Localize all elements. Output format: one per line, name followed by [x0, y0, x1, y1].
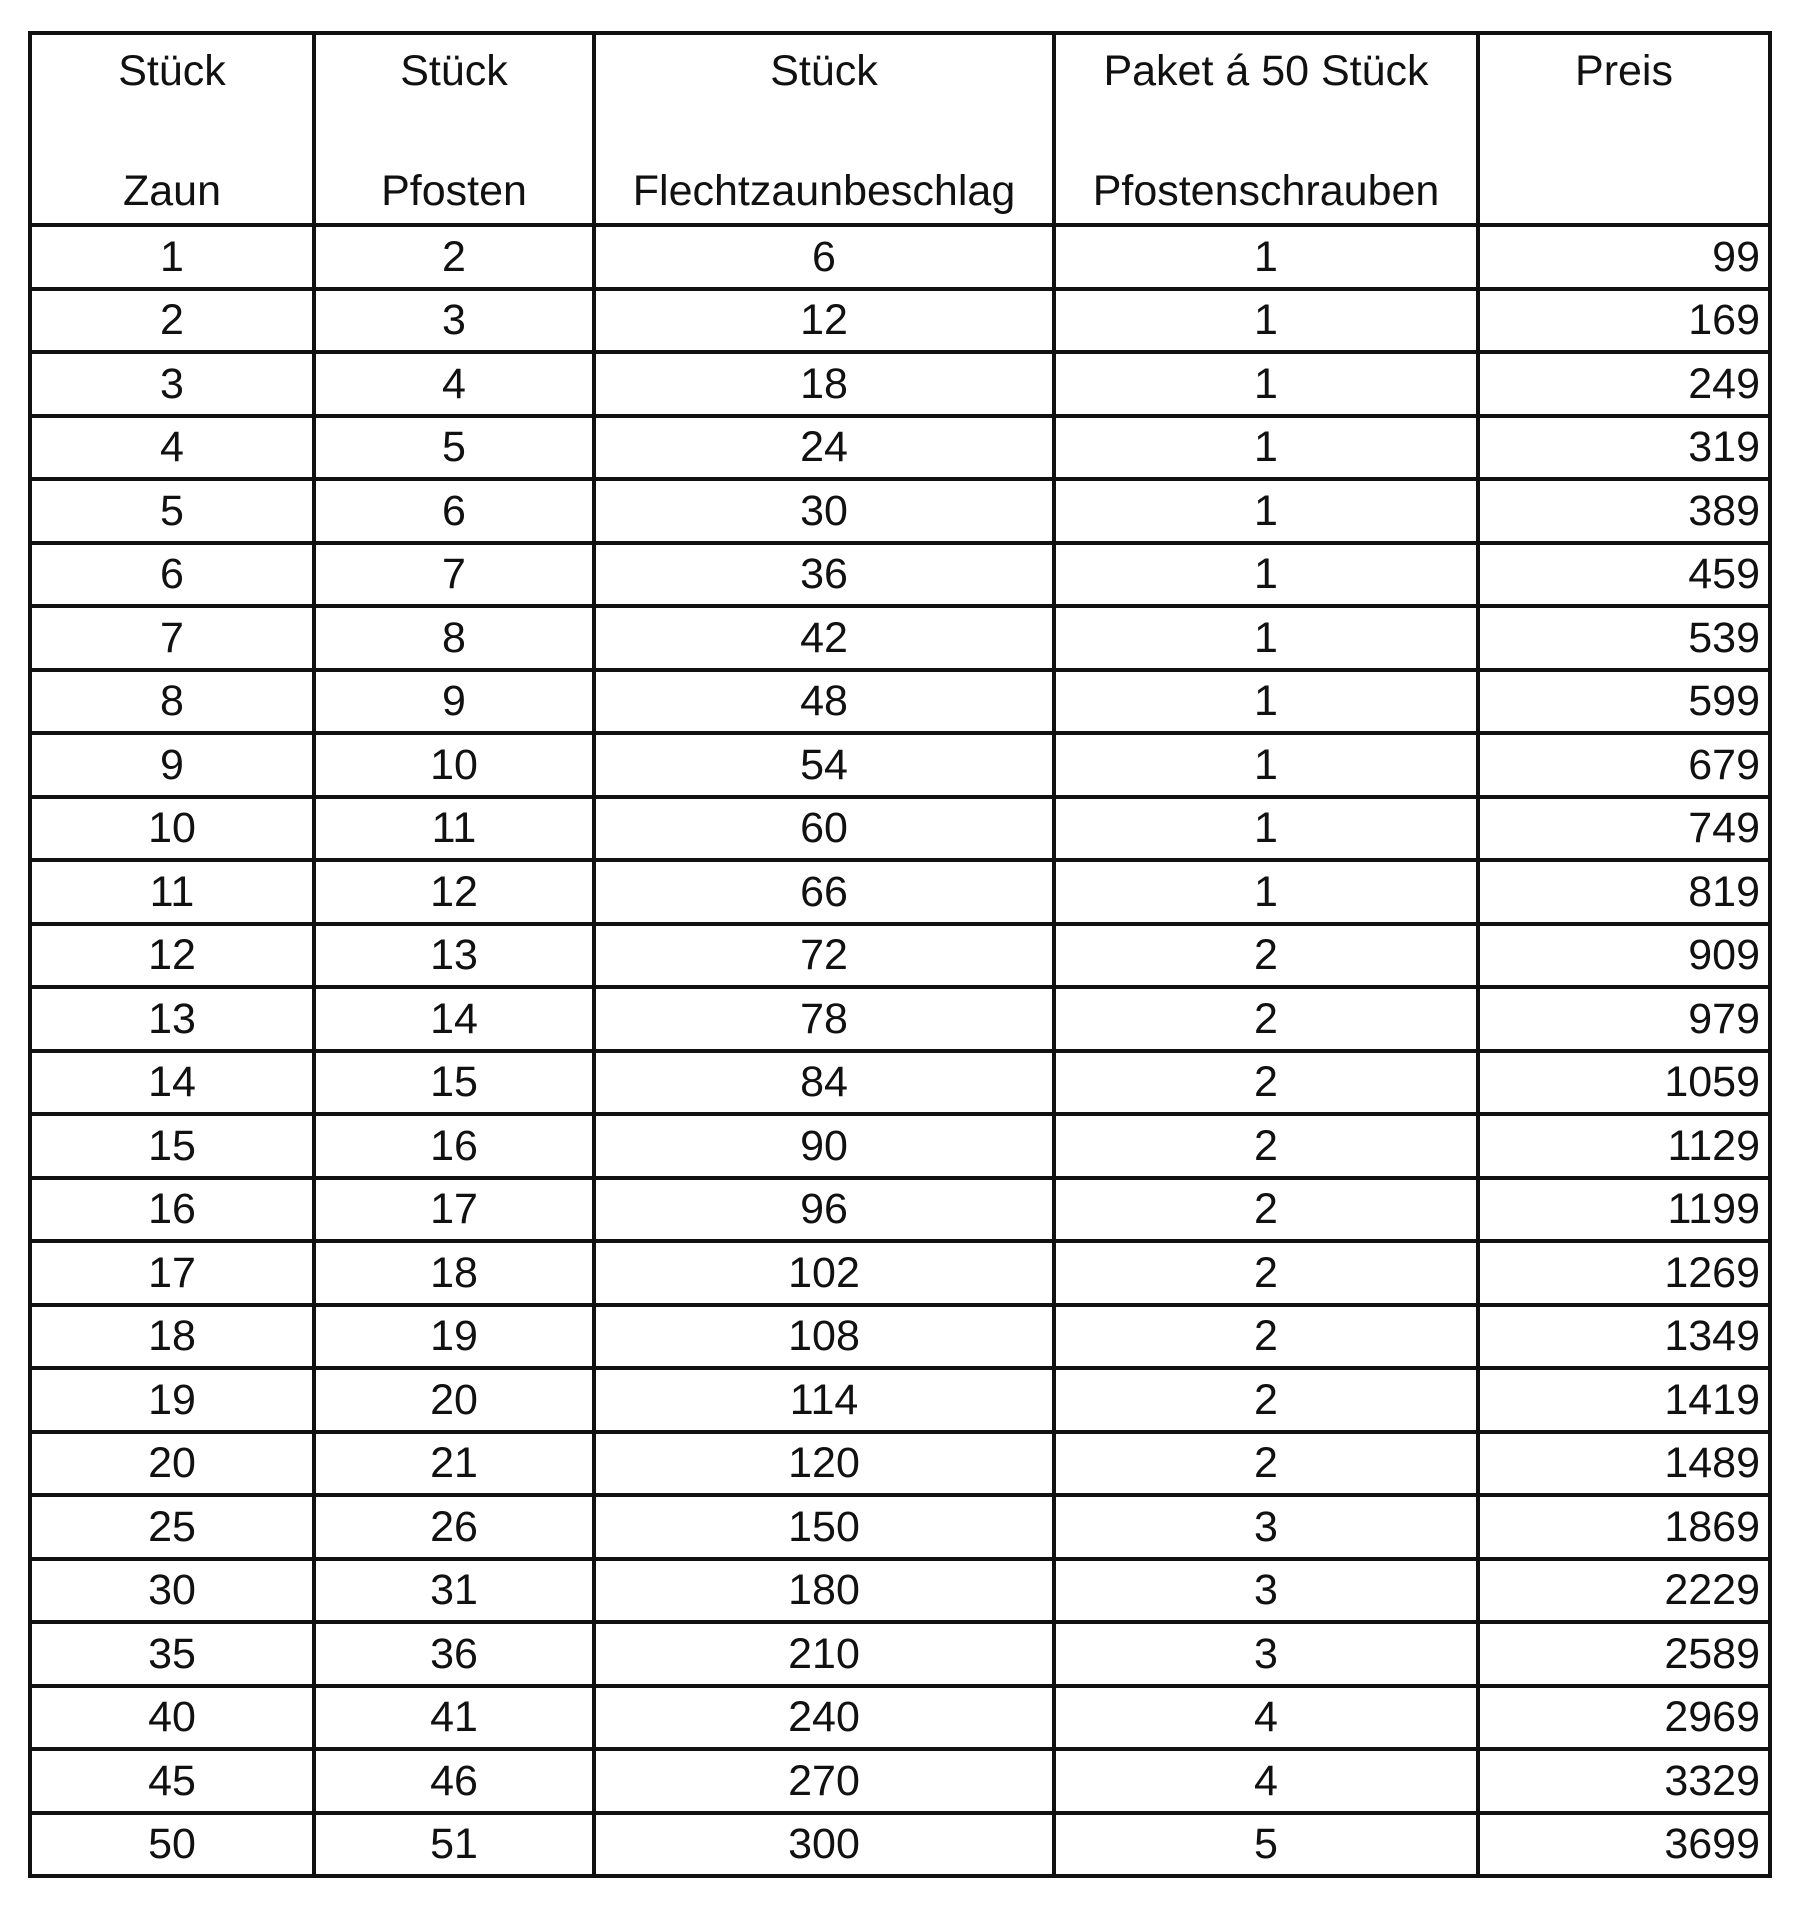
cell-zaun: 12	[30, 924, 314, 988]
cell-pfostenschrauben: 1	[1054, 733, 1478, 797]
cell-pfosten: 13	[314, 924, 594, 988]
cell-preis: 249	[1478, 352, 1770, 416]
cell-pfosten: 41	[314, 1686, 594, 1750]
cell-flechtzaunbeschlag: 48	[594, 670, 1054, 734]
cell-pfostenschrauben: 1	[1054, 606, 1478, 670]
cell-zaun: 10	[30, 797, 314, 861]
cell-flechtzaunbeschlag: 300	[594, 1813, 1054, 1877]
table-row	[30, 797, 1770, 861]
table-row	[30, 1051, 1770, 1115]
cell-zaun: 1	[30, 225, 314, 289]
cell-preis: 749	[1478, 797, 1770, 861]
cell-preis: 1869	[1478, 1495, 1770, 1559]
table-row	[30, 289, 1770, 353]
cell-pfostenschrauben: 5	[1054, 1813, 1478, 1877]
cell-zaun: 13	[30, 987, 314, 1051]
cell-pfosten: 3	[314, 289, 594, 353]
cell-flechtzaunbeschlag: 66	[594, 860, 1054, 924]
cell-zaun: 19	[30, 1368, 314, 1432]
table-row	[30, 1178, 1770, 1242]
cell-preis: 679	[1478, 733, 1770, 797]
cell-pfosten: 17	[314, 1178, 594, 1242]
cell-pfostenschrauben: 1	[1054, 797, 1478, 861]
header-zaun-label: Zaun	[122, 167, 221, 215]
cell-pfosten: 6	[314, 479, 594, 543]
cell-zaun: 7	[30, 606, 314, 670]
cell-pfosten: 19	[314, 1305, 594, 1369]
cell-zaun: 8	[30, 670, 314, 734]
cell-pfostenschrauben: 1	[1054, 543, 1478, 607]
header-pfostenschrauben-unit: Paket á 50 Stück	[1103, 47, 1429, 95]
cell-pfostenschrauben: 2	[1054, 1368, 1478, 1432]
cell-pfostenschrauben: 4	[1054, 1686, 1478, 1750]
table-row	[30, 860, 1770, 924]
cell-preis: 389	[1478, 479, 1770, 543]
cell-preis: 3329	[1478, 1749, 1770, 1813]
cell-pfosten: 14	[314, 987, 594, 1051]
table-row	[30, 924, 1770, 988]
table-row	[30, 543, 1770, 607]
cell-zaun: 20	[30, 1432, 314, 1496]
cell-pfosten: 11	[314, 797, 594, 861]
cell-preis: 1199	[1478, 1178, 1770, 1242]
header-zaun	[30, 33, 314, 225]
cell-flechtzaunbeschlag: 102	[594, 1241, 1054, 1305]
cell-preis: 819	[1478, 860, 1770, 924]
cell-pfosten: 5	[314, 416, 594, 480]
header-flechtzaunbeschlag-unit: Stück	[770, 47, 878, 95]
cell-flechtzaunbeschlag: 84	[594, 1051, 1054, 1115]
cell-flechtzaunbeschlag: 72	[594, 924, 1054, 988]
table-row	[30, 1241, 1770, 1305]
cell-pfosten: 8	[314, 606, 594, 670]
cell-flechtzaunbeschlag: 210	[594, 1622, 1054, 1686]
table-row	[30, 416, 1770, 480]
table-row	[30, 1432, 1770, 1496]
cell-flechtzaunbeschlag: 12	[594, 289, 1054, 353]
cell-zaun: 40	[30, 1686, 314, 1750]
cell-flechtzaunbeschlag: 30	[594, 479, 1054, 543]
table-row	[30, 1114, 1770, 1178]
cell-pfosten: 36	[314, 1622, 594, 1686]
table-row	[30, 1559, 1770, 1623]
header-flechtzaunbeschlag	[594, 33, 1054, 225]
cell-zaun: 30	[30, 1559, 314, 1623]
header-zaun-unit: Stück	[118, 47, 226, 95]
cell-pfosten: 18	[314, 1241, 594, 1305]
table-row	[30, 606, 1770, 670]
cell-preis: 539	[1478, 606, 1770, 670]
cell-pfostenschrauben: 1	[1054, 416, 1478, 480]
table-header	[30, 33, 1770, 225]
cell-pfosten: 4	[314, 352, 594, 416]
cell-pfosten: 31	[314, 1559, 594, 1623]
table-body	[30, 225, 1770, 1876]
cell-flechtzaunbeschlag: 6	[594, 225, 1054, 289]
cell-zaun: 11	[30, 860, 314, 924]
cell-zaun: 25	[30, 1495, 314, 1559]
cell-pfosten: 2	[314, 225, 594, 289]
cell-flechtzaunbeschlag: 180	[594, 1559, 1054, 1623]
cell-flechtzaunbeschlag: 108	[594, 1305, 1054, 1369]
cell-pfostenschrauben: 2	[1054, 1241, 1478, 1305]
cell-zaun: 2	[30, 289, 314, 353]
cell-zaun: 5	[30, 479, 314, 543]
cell-pfostenschrauben: 1	[1054, 479, 1478, 543]
table-row	[30, 1368, 1770, 1432]
table-row	[30, 1622, 1770, 1686]
cell-pfostenschrauben: 2	[1054, 1305, 1478, 1369]
cell-pfosten: 16	[314, 1114, 594, 1178]
header-pfostenschrauben	[1054, 33, 1478, 225]
table-row	[30, 987, 1770, 1051]
header-flechtzaunbeschlag-label: Flechtzaunbeschlag	[632, 167, 1016, 215]
cell-pfosten: 46	[314, 1749, 594, 1813]
cell-preis: 599	[1478, 670, 1770, 734]
cell-pfosten: 9	[314, 670, 594, 734]
cell-flechtzaunbeschlag: 120	[594, 1432, 1054, 1496]
cell-flechtzaunbeschlag: 150	[594, 1495, 1054, 1559]
cell-flechtzaunbeschlag: 240	[594, 1686, 1054, 1750]
cell-pfostenschrauben: 2	[1054, 1051, 1478, 1115]
cell-pfosten: 21	[314, 1432, 594, 1496]
cell-preis: 2589	[1478, 1622, 1770, 1686]
cell-pfostenschrauben: 4	[1054, 1749, 1478, 1813]
cell-flechtzaunbeschlag: 42	[594, 606, 1054, 670]
table-row	[30, 1813, 1770, 1877]
cell-pfosten: 10	[314, 733, 594, 797]
cell-flechtzaunbeschlag: 78	[594, 987, 1054, 1051]
cell-flechtzaunbeschlag: 54	[594, 733, 1054, 797]
cell-pfostenschrauben: 1	[1054, 860, 1478, 924]
cell-pfostenschrauben: 1	[1054, 225, 1478, 289]
cell-zaun: 17	[30, 1241, 314, 1305]
cell-pfosten: 7	[314, 543, 594, 607]
cell-zaun: 18	[30, 1305, 314, 1369]
cell-pfostenschrauben: 3	[1054, 1622, 1478, 1686]
cell-flechtzaunbeschlag: 90	[594, 1114, 1054, 1178]
cell-preis: 1129	[1478, 1114, 1770, 1178]
cell-zaun: 50	[30, 1813, 314, 1877]
table-row	[30, 352, 1770, 416]
cell-zaun: 16	[30, 1178, 314, 1242]
cell-pfosten: 51	[314, 1813, 594, 1877]
cell-pfostenschrauben: 2	[1054, 1432, 1478, 1496]
cell-preis: 459	[1478, 543, 1770, 607]
cell-pfosten: 15	[314, 1051, 594, 1115]
cell-preis: 3699	[1478, 1813, 1770, 1877]
cell-flechtzaunbeschlag: 36	[594, 543, 1054, 607]
header-pfosten-unit: Stück	[400, 47, 508, 95]
cell-zaun: 14	[30, 1051, 314, 1115]
cell-pfosten: 12	[314, 860, 594, 924]
cell-zaun: 15	[30, 1114, 314, 1178]
header-preis-label: Preis	[1575, 47, 1673, 95]
cell-pfostenschrauben: 3	[1054, 1559, 1478, 1623]
cell-preis: 2969	[1478, 1686, 1770, 1750]
cell-pfostenschrauben: 2	[1054, 1178, 1478, 1242]
cell-flechtzaunbeschlag: 24	[594, 416, 1054, 480]
cell-flechtzaunbeschlag: 270	[594, 1749, 1054, 1813]
cell-zaun: 3	[30, 352, 314, 416]
cell-flechtzaunbeschlag: 96	[594, 1178, 1054, 1242]
table-row	[30, 1749, 1770, 1813]
header-preis-sub	[1480, 159, 1768, 223]
cell-preis: 169	[1478, 289, 1770, 353]
cell-preis: 1419	[1478, 1368, 1770, 1432]
cell-zaun: 45	[30, 1749, 314, 1813]
cell-preis: 99	[1478, 225, 1770, 289]
cell-preis: 1349	[1478, 1305, 1770, 1369]
cell-preis: 909	[1478, 924, 1770, 988]
table-row	[30, 1686, 1770, 1750]
cell-preis: 979	[1478, 987, 1770, 1051]
cell-pfosten: 26	[314, 1495, 594, 1559]
header-pfostenschrauben-label: Pfostenschrauben	[1092, 167, 1440, 215]
cell-preis: 319	[1478, 416, 1770, 480]
cell-preis: 1059	[1478, 1051, 1770, 1115]
cell-pfostenschrauben: 1	[1054, 670, 1478, 734]
cell-zaun: 35	[30, 1622, 314, 1686]
cell-zaun: 4	[30, 416, 314, 480]
header-preis	[1478, 33, 1770, 225]
cell-pfostenschrauben: 2	[1054, 924, 1478, 988]
table-row	[30, 733, 1770, 797]
table-row	[30, 1495, 1770, 1559]
cell-zaun: 9	[30, 733, 314, 797]
header-pfosten-label: Pfosten	[381, 167, 527, 215]
cell-preis: 2229	[1478, 1559, 1770, 1623]
cell-preis: 1489	[1478, 1432, 1770, 1496]
cell-pfostenschrauben: 2	[1054, 1114, 1478, 1178]
cell-pfostenschrauben: 1	[1054, 289, 1478, 353]
table-row	[30, 479, 1770, 543]
cell-flechtzaunbeschlag: 18	[594, 352, 1054, 416]
price-table	[28, 31, 1772, 1878]
header-pfosten	[314, 33, 594, 225]
cell-pfostenschrauben: 3	[1054, 1495, 1478, 1559]
cell-pfostenschrauben: 1	[1054, 352, 1478, 416]
cell-preis: 1269	[1478, 1241, 1770, 1305]
cell-zaun: 6	[30, 543, 314, 607]
table-row	[30, 670, 1770, 734]
header-row	[30, 33, 1770, 225]
cell-flechtzaunbeschlag: 114	[594, 1368, 1054, 1432]
table-row	[30, 225, 1770, 289]
cell-pfosten: 20	[314, 1368, 594, 1432]
cell-flechtzaunbeschlag: 60	[594, 797, 1054, 861]
cell-pfostenschrauben: 2	[1054, 987, 1478, 1051]
table-row	[30, 1305, 1770, 1369]
